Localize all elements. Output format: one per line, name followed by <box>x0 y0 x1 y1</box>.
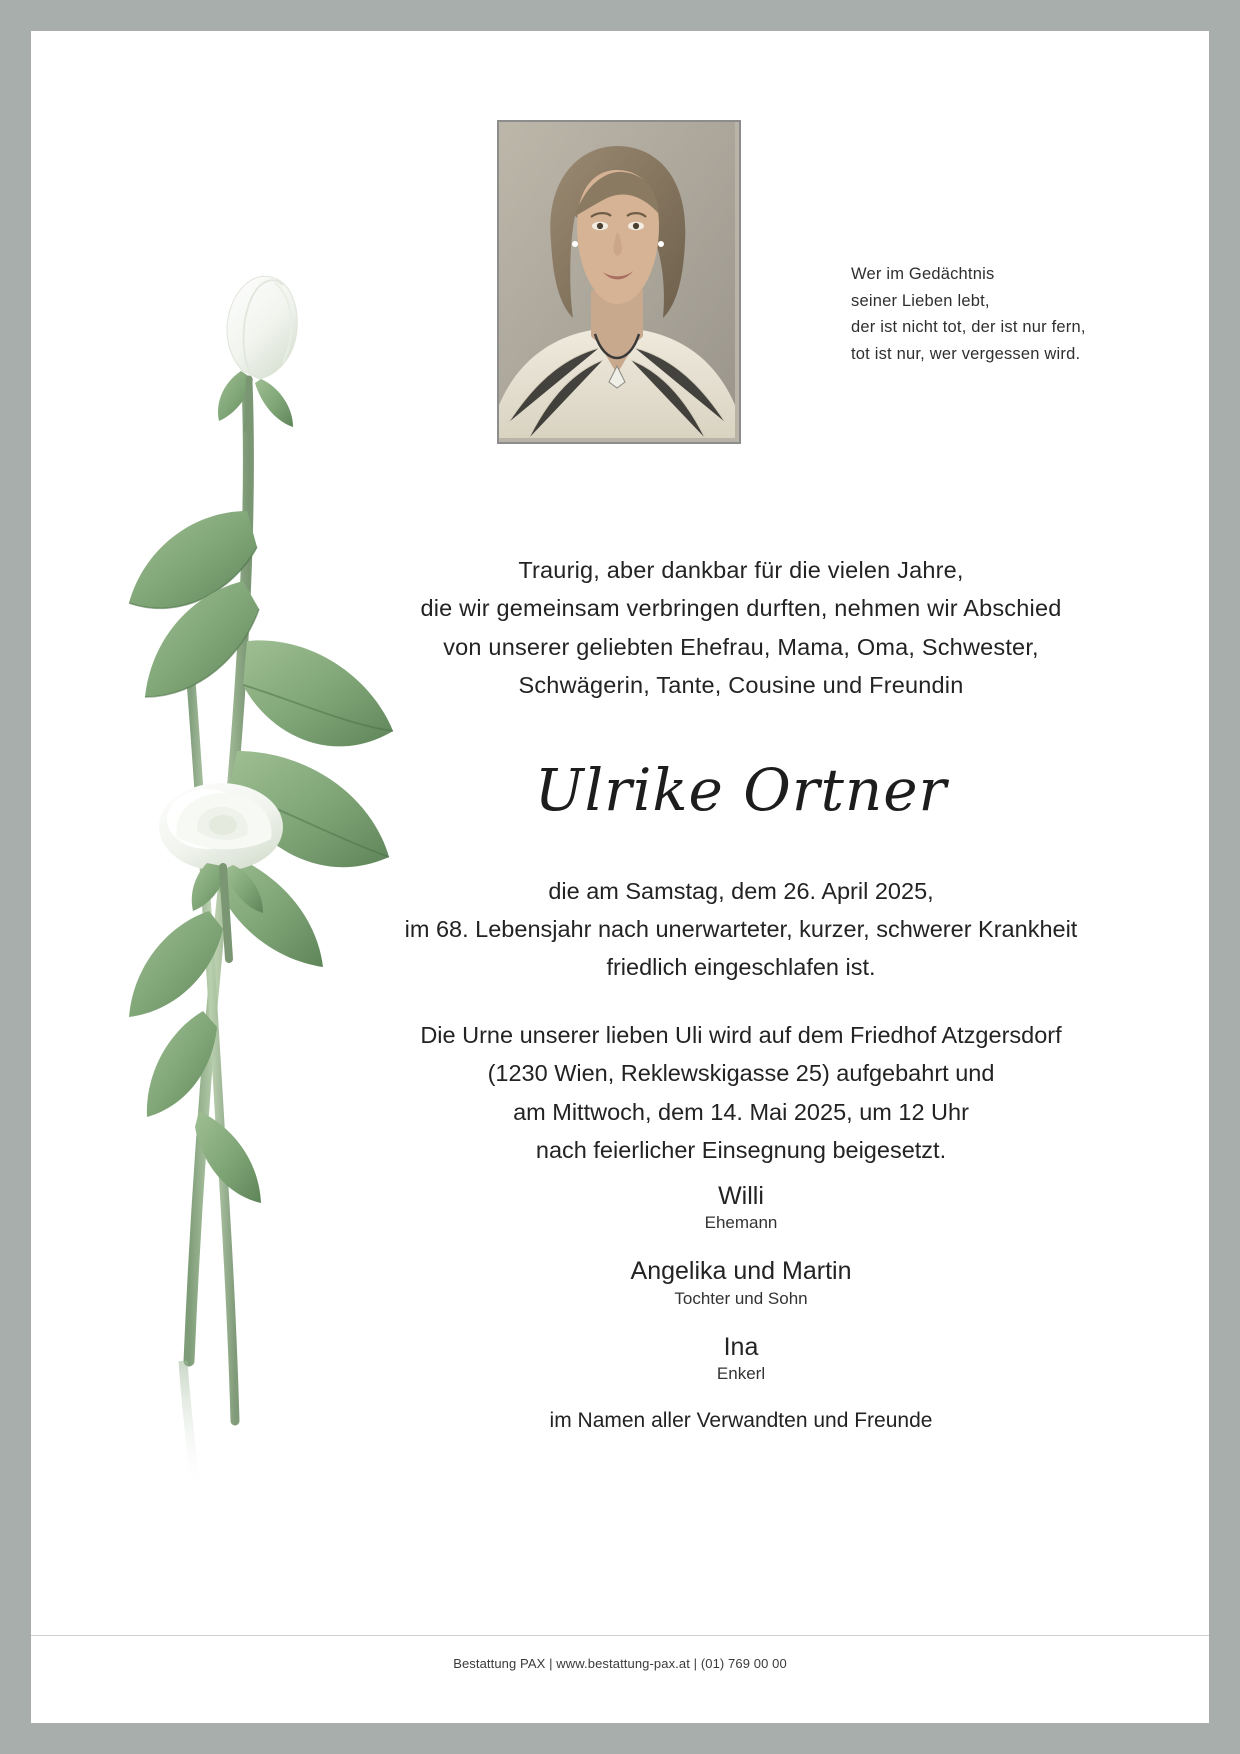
survivor-group <box>361 1332 1121 1385</box>
survivor-group <box>361 1181 1121 1234</box>
intro-line: Traurig, aber dankbar für die vielen Jahre, <box>518 557 964 583</box>
death-info-line: im 68. Lebensjahr nach unerwarteter, kurzer, schwerer Krankheit <box>404 916 1078 943</box>
footer-text: Bestattung PAX | www.bestattung-pax.at | (01) 769 00 00 <box>453 1656 787 1671</box>
death-info-line: friedlich eingeschlafen ist. <box>606 954 876 981</box>
death-info-line: die am Samstag, dem 26. April 2025, <box>548 878 934 905</box>
survivor-names: Angelika und Martin <box>630 1257 852 1286</box>
main-text-block <box>361 551 1121 1169</box>
survivor-relation: Ehemann <box>704 1213 778 1233</box>
verse-line: tot ist nur, wer vergessen wird. <box>851 345 1081 364</box>
funeral-info-line: Die Urne unserer lieben Uli wird auf dem Friedhof Atzgersdorf <box>420 1022 1062 1049</box>
funeral-info-line: nach feierlicher Einsegnung beigesetzt. <box>535 1136 947 1163</box>
survivor-names: Willi <box>718 1182 764 1210</box>
funeral-info-line: (1230 Wien, Reklewskigasse 25) aufgebahrt und <box>487 1060 995 1087</box>
survivor-group <box>361 1256 1121 1309</box>
verse-line: seiner Lieben lebt, <box>851 291 990 310</box>
survivor-relation: Tochter und Sohn <box>674 1288 808 1308</box>
survivors-block <box>361 1181 1121 1433</box>
death-info <box>361 872 1121 986</box>
intro-line: Schwägerin, Tante, Cousine und Freundin <box>518 671 964 698</box>
survivors-closing: im Namen aller Verwandten und Freunde <box>549 1409 933 1433</box>
funeral-info-line: am Mittwoch, dem 14. Mai 2025, um 12 Uhr <box>513 1098 969 1125</box>
survivor-names: Ina <box>723 1332 759 1361</box>
portrait-photo <box>497 120 741 444</box>
intro-text <box>361 551 1121 704</box>
intro-line: die wir gemeinsam verbringen durften, nehmen wir Abschied <box>420 595 1062 622</box>
footer-divider <box>31 1635 1209 1636</box>
funeral-info <box>361 1016 1121 1168</box>
memorial-card-page <box>31 31 1209 1723</box>
deceased-name: Ulrike Ortner <box>534 756 948 825</box>
verse-line: Wer im Gedächtnis <box>851 265 995 283</box>
intro-line: von unserer geliebten Ehefrau, Mama, Oma, Schwester, <box>443 633 1039 660</box>
verse-line: der ist nicht tot, der ist nur fern, <box>851 318 1086 337</box>
survivor-relation: Enkerl <box>716 1363 766 1383</box>
memorial-verse <box>851 261 1171 368</box>
